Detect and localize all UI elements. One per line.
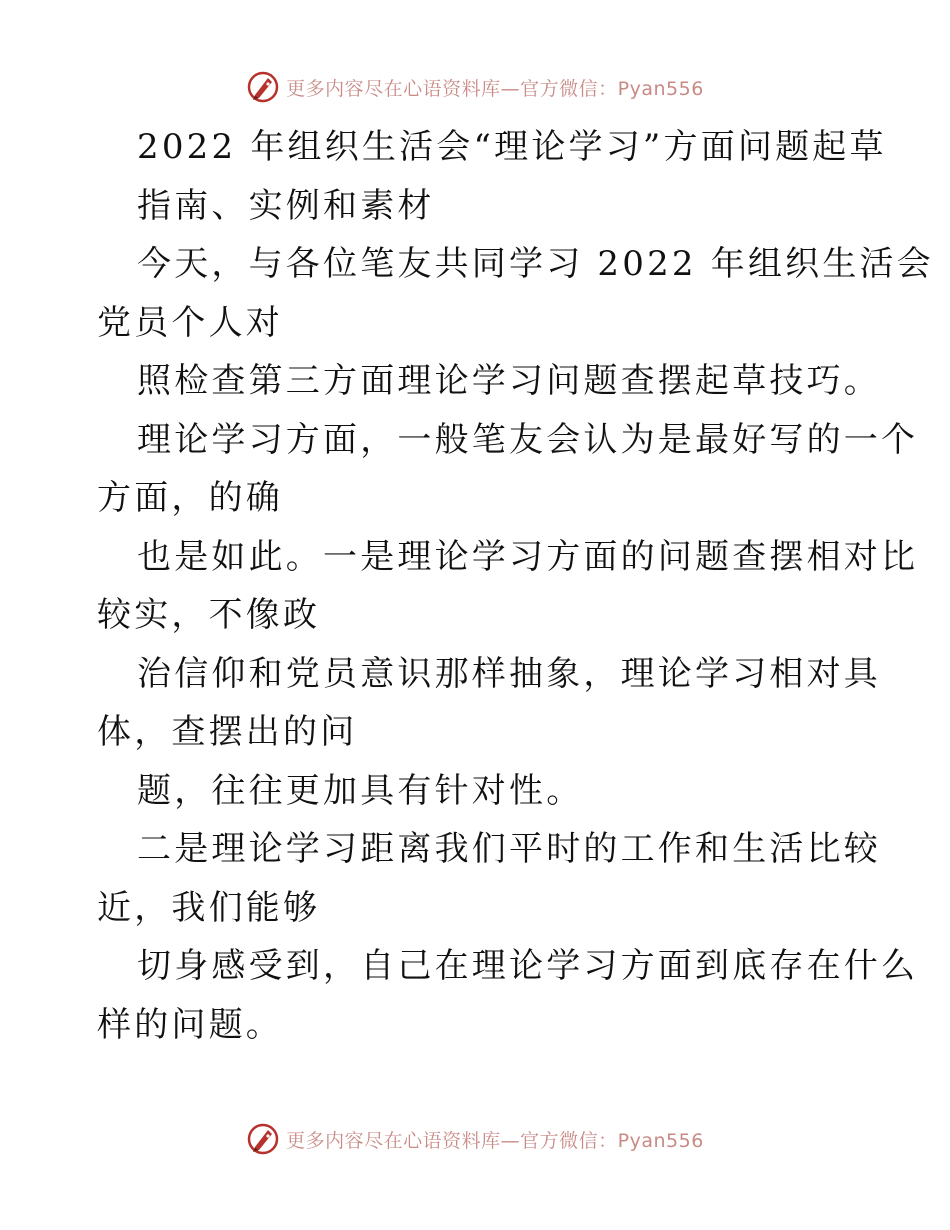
- document-line: 近，我们能够: [97, 887, 321, 928]
- document-line: 党员个人对: [97, 302, 283, 343]
- document-line: 样的问题。: [97, 1004, 283, 1045]
- watermark-text: 更多内容尽在心语资料库—官方微信：Pyan556: [286, 77, 704, 100]
- page-footer-watermark: [0, 1122, 950, 1156]
- document-line: 2022 年组织生活会“理论学习”方面问题起草: [137, 127, 887, 167]
- document-line: 指南、实例和素材: [137, 185, 435, 226]
- document-line: 体，查摆出的问: [97, 712, 358, 752]
- document-line: 方面，的确: [97, 478, 283, 518]
- pen-nib-logo-icon: [246, 70, 280, 104]
- document-line: 今天，与各位笔友共同学习 2022 年组织生活会: [137, 244, 934, 284]
- document-line: 较实，不像政: [97, 595, 321, 635]
- document-line: 理论学习方面，一般笔友会认为是最好写的一个: [137, 419, 919, 460]
- watermark-text: 更多内容尽在心语资料库—官方微信：Pyan556: [286, 1129, 704, 1152]
- document-line: 题，往往更加具有针对性。: [137, 770, 584, 811]
- document-line: 切身感受到，自己在理论学习方面到底存在什么: [137, 946, 919, 986]
- document-line: 照检查第三方面理论学习问题查摆起草技巧。: [137, 361, 881, 401]
- pen-nib-logo-icon: [246, 1122, 280, 1156]
- page-header-watermark: [0, 70, 950, 104]
- document-line: 也是如此。一是理论学习方面的问题查摆相对比: [137, 536, 919, 577]
- document-line: 治信仰和党员意识那样抽象，理论学习相对具: [137, 653, 881, 694]
- document-body: [97, 118, 934, 1054]
- document-line: 二是理论学习距离我们平时的工作和生活比较: [137, 829, 881, 869]
